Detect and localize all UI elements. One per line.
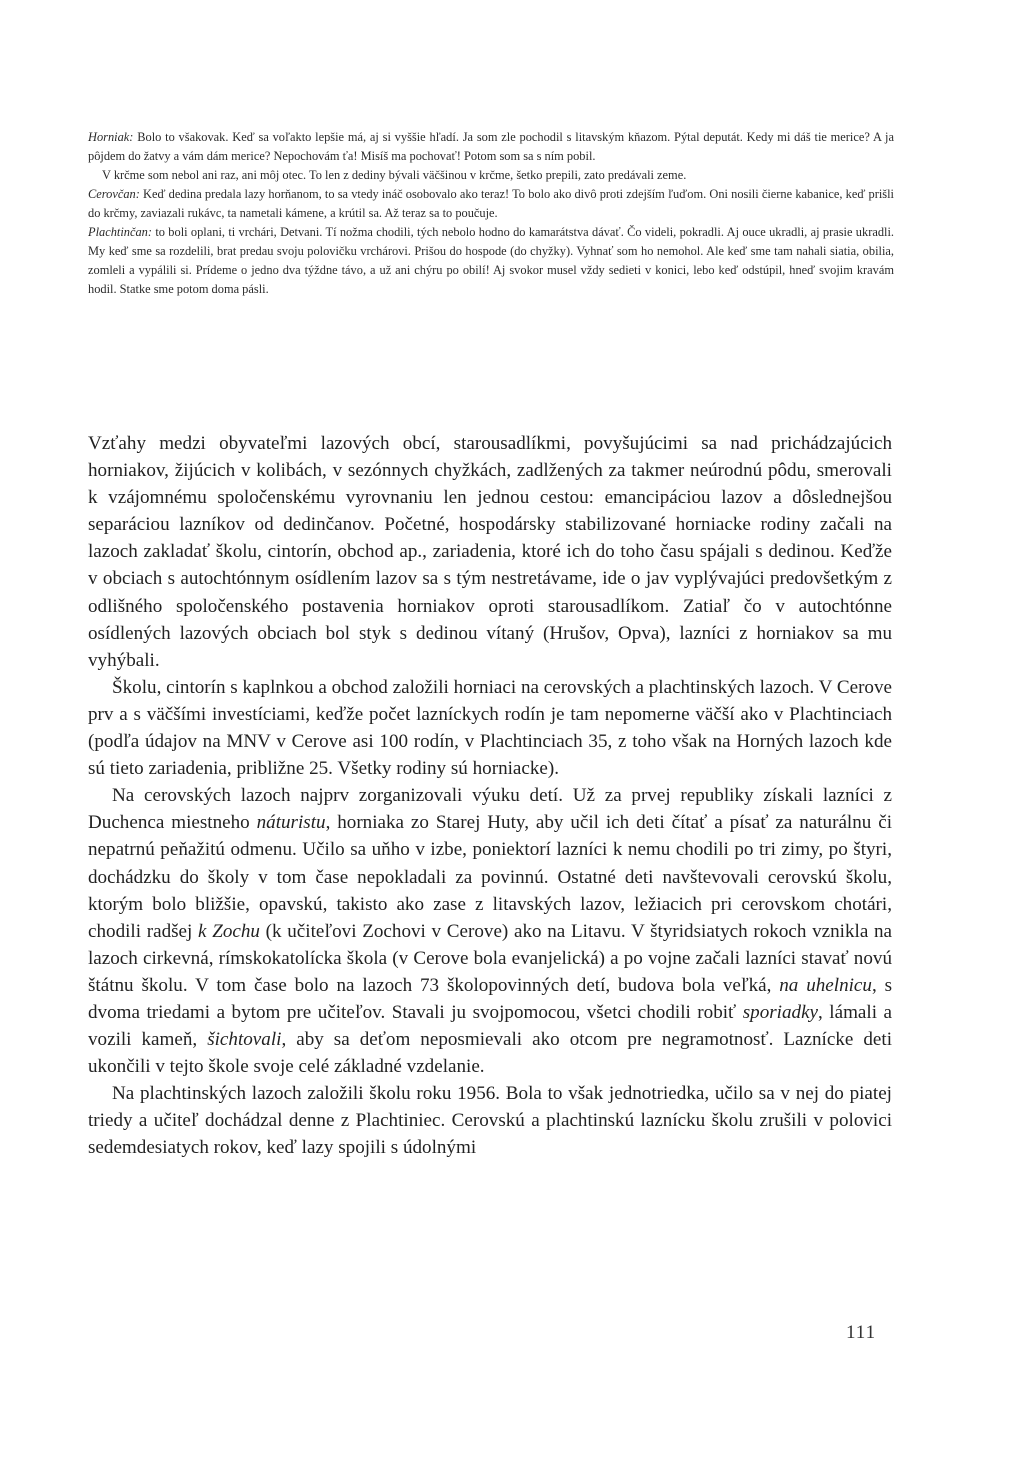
speaker-label: Horniak: [88,130,134,144]
term-italic: náturistu [256,812,326,834]
quote-plachtincan [88,223,894,299]
interview-quotes [88,128,894,299]
term-italic: šichtovali [207,1029,282,1051]
term-italic: sporiadky [742,1001,819,1023]
text-run: Školu, cintorín s kaplnkou a obchod založili horniaci na cerovských a plachtinských lazoch. V Cerove prv a s väčšími investíciami, keďže počet lazníckych rodín je tam nepomerne väčší ako v Plachtinciach (podľa údajov na MNV v Cerove asi 100 rodín, v Plachtinciach 35, z toho však na Horných lazoch kde sú tieto zariadenia, približne 25. Všetky rodiny sú horniacke). [88,676,892,780]
term-italic: na uhelnicu [779,974,872,996]
paragraph-relations [88,430,892,674]
text-run: , s dvoma triedami a bytom pre učiteľov. Stavali ju svojpomocou, všetci chodili robiť [88,974,893,1023]
quote-cerovcan [88,185,894,223]
text-run: Na plachtinských lazoch založili školu roku 1956. Bola to však jednotriedka, učilo sa v nej do piatej triedy a učiteľ dochádzal denne z Plachtiniec. Cerovskú a plachtinskú laznícku školu zrušili v polovici sedemdesiatych rokov, keď lazy spojili s údolnými [88,1083,892,1159]
speaker-label: Cerovčan: [88,187,140,201]
body-text [88,430,892,1162]
quote-text: V krčme som nebol ani raz, ani môj otec. To len z dediny bývali väčšinou v krčme, šetko prepili, zato predávali zeme. [102,168,687,182]
term-italic: k Zochu [198,920,260,942]
page-number: 111 [846,1322,877,1343]
quote-horniak-continued [88,166,894,185]
text-run: Na cerovských lazoch najprv zorganizovali výuku detí. Už za prvej republiky získali lazníci z Duchenca miestneho [88,785,892,834]
text-run: (k učiteľovi Zochovi v Cerove) ako na Litavu. V štyridsiatych rokoch vznikla na lazoch cirkevná, rímskokatolícka škola (v Cerove bola evanjelická) a po vojne začali lazníci stavať novú štátnu školu. V tom čase bolo na lazoch 73 školopovinných detí, budova bola veľká, [88,920,893,996]
text-run: , horniaka zo Starej Huty, aby učil ich deti čítať a písať za naturálnu či nepatrnú peňažitú odmenu. Učilo sa uňho v izbe, poniektorí lazníci k nemu chodili po tri zimy, po štyri, dochádzku do školy v tom čase nepokladali za povinnú. Ostatné deti navštevovali cerovskú školu, ktorým bolo bližšie, opavskú, takisto ako zase z litavských lazov, ležiacich pri cerovskom chotári, chodili radšej [88,812,892,942]
quote-text: to boli oplani, ti vrchári, Detvani. Tí nožma chodili, tých nebolo hodno do kamarátstva dávať. Čo videli, pokradli. Aj ouce ukradli, aj prasie ukradli. My keď sme sa rozdelili, brat predau svoju polovičku vrchárovi. Prišou do hospode (do chyžky). Vyhnať som ho nemohol. Ale keď sme tam nahali siatia, obilia, zomleli a vypálili si. Prídeme o jedno dva týždne távo, a už ani chýru po obilí! Aj svokor musel vždy sedieti v konici, lebo keď odstúpil, hneď svojim kravám hodil. Statke sme potom doma pásli. [88,225,894,296]
text-run: , lámali a vozili kameň, [88,1001,892,1051]
text-run: , aby sa deťom neposmievali ako otcom pre negramotnosť. Laznícke deti ukončili v tejto škole svoje celé základné vzdelanie. [88,1029,893,1078]
paragraph-cerov-school [88,782,892,1080]
paragraph-plachtince-school [88,1080,892,1161]
paragraph-school-cemetery [88,674,892,782]
quote-text: Keď dedina predala lazy horňanom, to sa vtedy ináč osobovalo ako teraz! To bolo ako divô proti zdejším ľuďom. Oni nosili čierne kabanice, keď prišli do krčmy, zaviazali rukávc, ta nametali kámene, a krútil sa. Až teraz sa to poučuje. [88,187,894,220]
quote-horniak [88,128,894,166]
text-run: Vzťahy medzi obyvateľmi lazových obcí, starousadlíkmi, povyšujúcimi sa nad prichádzajúcich horniakov, žijúcich v kolibách, v sezónnych chyžkách, zadlžených za takmer neúrodnú pôdu, smerovali k vzájomnému spoločenskému vyrovnaniu len jednou cestou: emancipáciou lazov a dôslednejšou separáciou lazníkov od dedinčanov. Početné, hospodársky stabilizované horniacke rodiny začali na lazoch zakladať školu, cintorín, obchod ap., zariadenia, ktoré ich do toho času spájali s dedinou. Keďže v obciach s autochtónnym osídlením lazov sa s tým nestretávame, ide o jav vyplývajúci predovšetkým z odlišného spoločenského postavenia horniakov oproti starousadlíkom. Zatiaľ čo v autochtónne osídlených lazových obciach bol styk s dedinou vítaný (Hrušov, Opva), lazníci z horniakov sa mu vyhýbali. [88,433,892,671]
speaker-label: Plachtinčan: [88,225,152,239]
quote-text: Bolo to všakovak. Keď sa voľakto lepšie má, aj si vyššie hľadí. Ja som zle pochodil s litavským kňazom. Pýtal deputát. Kedy mi dáš tie merice? A ja pôjdem do žatvy a vám dám merice? Nepochovám ťa! Misíš ma pochovať! Potom som sa s ním pobil. [88,130,894,163]
